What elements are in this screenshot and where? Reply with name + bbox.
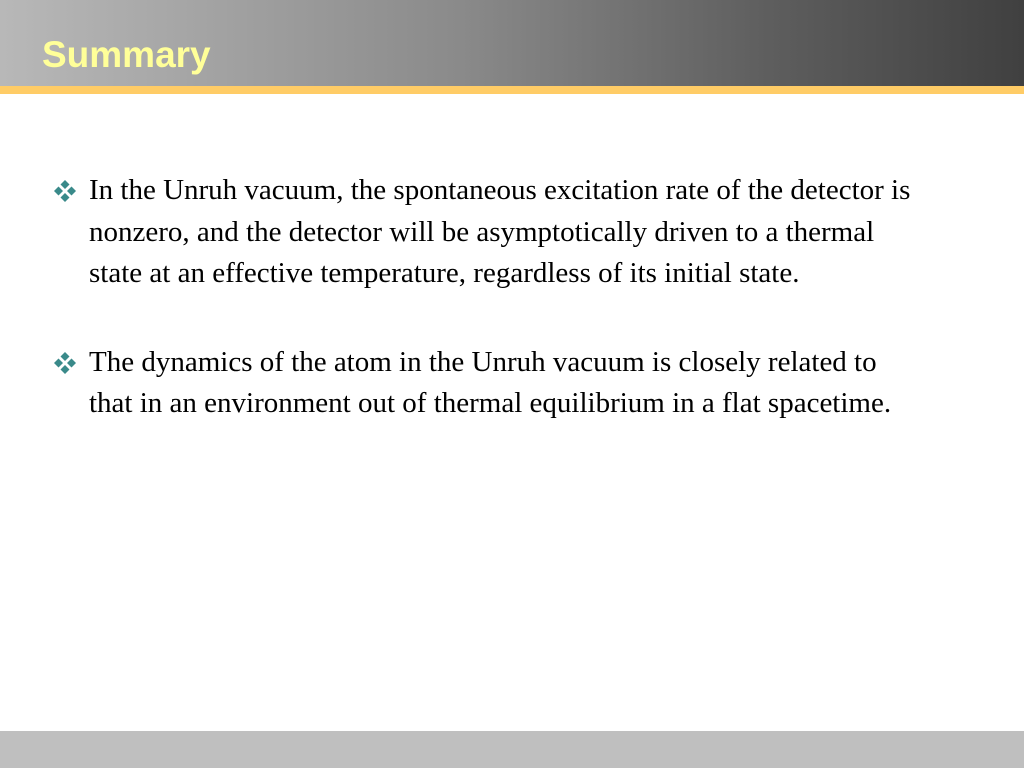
bullet-text: In the Unruh vacuum, the spontaneous excitation rate of the detector is nonzero, and the detector will be asymptotically driven to a thermal state at an effective temperature, regardless of its initial state. (89, 174, 911, 289)
bullet-text: The dynamics of the atom in the Unruh vacuum is closely related to that in an environment out of thermal equilibrium in a flat spacetime. (89, 345, 892, 419)
four-diamond-bullet-icon (53, 351, 77, 375)
title-accent-line (0, 86, 1024, 94)
four-diamond-bullet-icon (53, 179, 77, 203)
bullet-item (89, 342, 919, 425)
slide-content (0, 170, 1024, 425)
title-bar (0, 0, 1024, 86)
bullet-item (89, 170, 919, 295)
footer-bar (0, 731, 1024, 768)
slide-title: Summary (42, 34, 211, 75)
